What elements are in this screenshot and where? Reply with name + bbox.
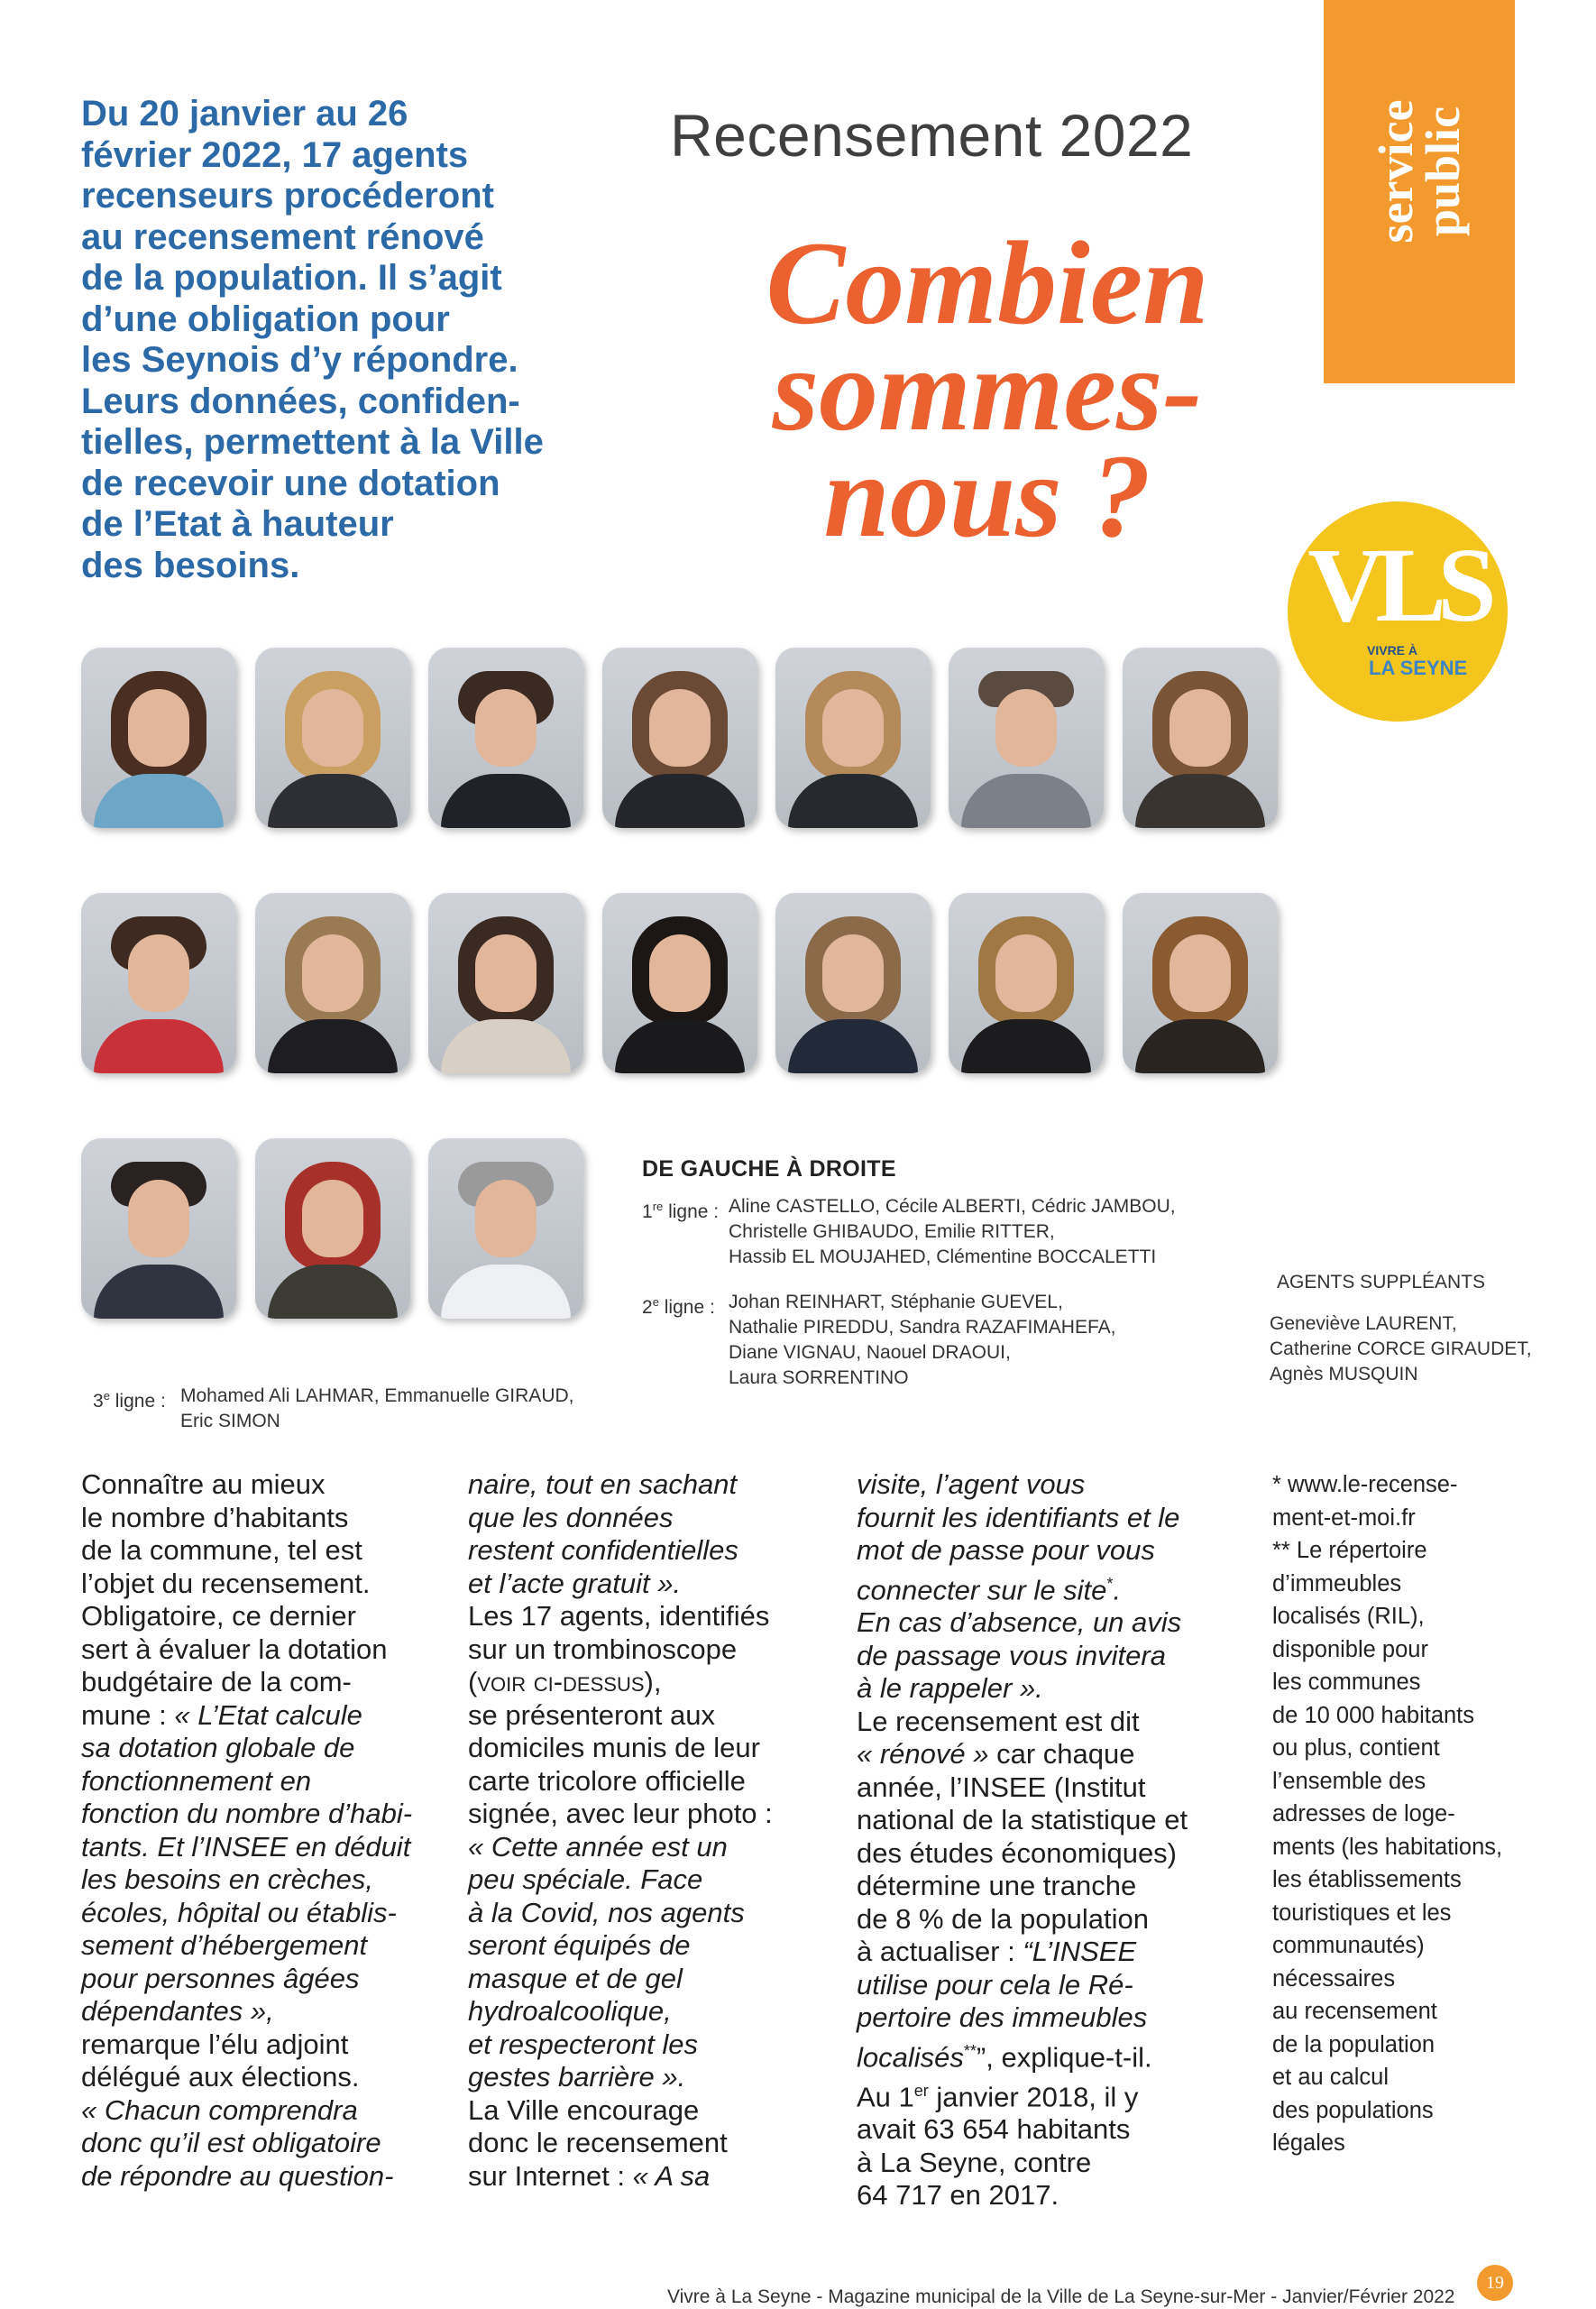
text-line: à La Seyne, contre [857,2146,1092,2178]
agent-photo [428,893,583,1073]
vivre-a-la-seyne-logo [1288,501,1508,722]
text-line: Les 17 agents, identifiés [468,1600,770,1632]
footnote-line: les établissements [1272,1867,1462,1892]
logo-letters: VLS [1307,526,1488,644]
text-line: avait 63 654 habitants [857,2113,1131,2146]
text-line: de la commune, tel est [81,1534,362,1566]
footnote-line: touristiques et les [1272,1900,1452,1926]
agent-photo [81,648,236,828]
text-line: détermine une tranche [857,1870,1137,1902]
text-line: l’objet du recensement. [81,1567,371,1599]
text-line: signée, avec leur photo : [468,1798,773,1829]
text-line: connecter sur le site*. [857,1573,1122,1605]
agent-photo [949,893,1104,1073]
footnote-line: ou plus, contient [1272,1735,1440,1761]
agent-photo [775,893,931,1073]
caption-row2-names: Johan REINHART, Stéphanie GUEVEL, Nathalie PIREDDU, Sandra RAZAFIMAHEFA, Diane VIGNAU, Naouel DRAOUI, Laura SORRENTINO [729,1292,1116,1388]
text-line: que les données [468,1501,674,1533]
text-line: carte tricolore officielle [468,1764,746,1797]
footnote-line: * www.le-recense- [1272,1472,1458,1497]
text-line: de passage vous invitera [857,1639,1166,1671]
text-line: tants. Et l’INSEE en déduit [81,1830,411,1863]
footnote-line: et au calcul [1272,2065,1389,2090]
text-line: de répondre au question- [81,2159,394,2192]
text-line: sa dotation globale de [81,1732,355,1763]
text-line: En cas d’absence, un avis [857,1606,1182,1639]
agent-photo [1123,648,1278,828]
footnote-line: localisés (RIL), [1272,1604,1425,1629]
text-line: de 8 % de la population [857,1902,1150,1935]
section-tab-label: service public [1369,99,1470,244]
agent-photo [428,1138,583,1319]
text-line: « Cette année est un [468,1830,728,1863]
caption-row3-names: Mohamed Ali LAHMAR, Emmanuelle GIRAUD, Eric SIMON [180,1385,574,1431]
agent-photo [602,893,757,1073]
text-line: et respecteront les [468,2028,699,2060]
text-line: délégué aux élections. [81,2061,360,2093]
body-column-2 [468,1468,847,2193]
text-line: national de la statistique et [857,1804,1188,1836]
text-line: les besoins en crèches, [81,1863,373,1895]
logo-line2: LA SEYNE [1369,657,1468,679]
text-line: donc qu’il est obligatoire [81,2127,381,2158]
body-column-3 [857,1468,1235,2212]
footnote-line: l’ensemble des [1272,1768,1426,1794]
text-line: sur un trombinoscope [468,1633,738,1665]
text-line: sert à évaluer la dotation [81,1633,388,1665]
agent-photo [949,648,1104,828]
footnote-line: les communes [1272,1670,1421,1695]
substitutes-heading: AGENTS SUPPLÉANTS [1277,1272,1486,1292]
text-line: donc le recensement [468,2127,728,2158]
footnote-line: de 10 000 habitants [1272,1702,1475,1728]
text-line: 64 717 en 2017. [857,2179,1059,2212]
substitutes-names: Geneviève LAURENT, Catherine CORCE GIRAUDET, Agnès MUSQUIN [1270,1313,1532,1384]
agent-photo [602,648,757,828]
body-column-1 [81,1468,460,2193]
footnote-line: disponible pour [1272,1636,1428,1662]
text-line: année, l’INSEE (Institut [857,1771,1146,1803]
text-line: à le rappeler ». [857,1672,1043,1705]
text-line: mot de passe pour vous [857,1534,1155,1566]
footnote-line: au recensement [1272,1999,1437,2024]
text-line: dépendantes », [81,1995,274,2027]
text-line: visite, l’agent vous [857,1468,1086,1500]
text-line: se présenteront aux [468,1698,716,1731]
agent-photo [81,893,236,1073]
text-line: mune : « L’Etat calcule [81,1698,362,1731]
caption-row1-names: Aline CASTELLO, Cécile ALBERTI, Cédric JAMBOU, Christelle GHIBAUDO, Emilie RITTER, Hassib EL MOUJAHED, Clémentine BOCCALETTI [729,1196,1176,1267]
text-line: (voir ci-dessus), [468,1666,662,1697]
text-line: sement d’hébergement [81,1929,368,1961]
agent-photo [81,1138,236,1319]
agent-photo [255,648,410,828]
text-line: seront équipés de [468,1929,691,1961]
text-line: des études économiques) [857,1836,1178,1869]
text-line: pour personnes âgées [81,1962,360,1994]
text-line: fonction du nombre d’habi- [81,1798,413,1829]
text-line: écoles, hôpital ou établis- [81,1896,397,1928]
footnote-line: d’immeubles [1272,1570,1402,1596]
caption-row2-label: 2e ligne : [642,1295,715,1318]
text-line: restent confidentielles [468,1534,738,1566]
agent-photo [255,1138,410,1319]
footnote-line: des populations [1272,2097,1434,2123]
text-line: Au 1er janvier 2018, il y [857,2080,1139,2112]
text-line: et l’acte gratuit ». [468,1567,682,1599]
text-line: fonctionnement en [81,1764,312,1797]
section-tab [1324,0,1515,383]
agent-photo [255,893,410,1073]
footnote-line: de la population [1272,2031,1435,2057]
footnote-line: nécessaires [1272,1965,1396,1992]
article-overline: Recensement 2022 [670,102,1194,169]
text-line: utilise pour cela le Ré- [857,1968,1133,2001]
footnote-line: adresses de loge- [1272,1801,1455,1826]
text-line: La Ville encourage [468,2093,700,2126]
agent-photo [1123,893,1278,1073]
text-line: budgétaire de la com- [81,1666,352,1697]
text-line: Obligatoire, ce dernier [81,1600,356,1632]
text-line: « rénové » car chaque [857,1738,1135,1771]
text-line: hydroalcoolique, [468,1995,672,2027]
logo-line1: VIVRE À [1367,643,1418,658]
text-line: fournit les identifiants et le [857,1501,1180,1533]
agent-photo [428,648,583,828]
caption-row1-label: 1re ligne : [642,1200,720,1222]
text-line: « Chacun comprendra [81,2093,358,2126]
caption-heading: DE GAUCHE À DROITE [642,1156,896,1182]
intro-paragraph: Du 20 janvier au 26 février 2022, 17 agents recenseurs procéderont au recensement rénové de la population. Il s’agit d’une obligation pour les Seynois d’y répondre. Leurs données, confiden- tielles, permettent à la Ville de recevoir une dotation de l’Etat à hauteur des besoins. [81,94,544,585]
footnote-line: légales [1272,2130,1345,2156]
text-line: pertoire des immeubles [857,2001,1148,2034]
text-line: à actualiser : “L’INSEE [857,1936,1137,1968]
text-line: masque et de gel [468,1962,683,1994]
text-line: domiciles munis de leur [468,1732,760,1763]
article-title: Combien sommes- nous ? [766,216,1209,562]
footnote-line: ** Le répertoire [1272,1538,1427,1563]
agent-photo [775,648,931,828]
text-line: localisés**”, explique-t-il. [857,2041,1152,2074]
footnote-line: ment-et-moi.fr [1272,1504,1416,1531]
page-footer: Vivre à La Seyne - Magazine municipal de la Ville de La Seyne-sur-Mer - Janvier/Février 2022 [667,2286,1455,2307]
page-number: 19 [1477,2265,1513,2301]
text-line: le nombre d’habitants [81,1501,349,1533]
text-line: Connaître au mieux [81,1468,326,1500]
footnotes-column [1272,1468,1570,2160]
caption-row3-label: 3e ligne : [93,1389,166,1412]
text-line: sur Internet : « A sa [468,2159,711,2192]
footnote-line: communautés) [1272,1933,1425,1958]
text-line: remarque l’élu adjoint [81,2028,349,2060]
text-line: peu spéciale. Face [468,1863,703,1895]
text-line: naire, tout en sachant [468,1468,738,1500]
text-line: gestes barrière ». [468,2061,686,2093]
footnote-line: ments (les habitations, [1272,1834,1503,1860]
text-line: à la Covid, nos agents [468,1896,745,1928]
text-line: Le recensement est dit [857,1705,1140,1737]
